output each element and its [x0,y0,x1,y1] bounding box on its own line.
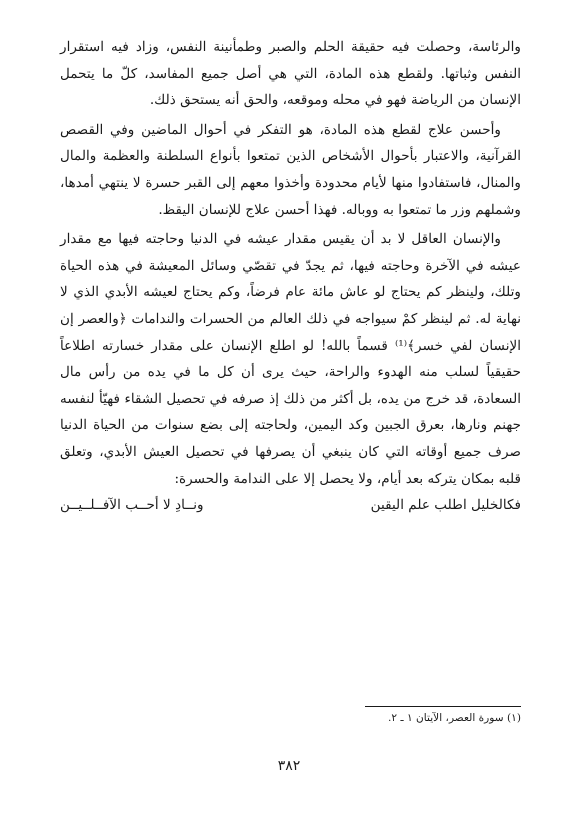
paragraph-2: وأحسن علاج لقطع هذه المادة، هو التفكر في أحوال الماضين وفي القصص القرآنية، والاعتبار بأحوال الأشخاص الذين تمتعوا بأنواع السلطنة والعظمة والمال والمنال، فاستفادوا منها لأيام محدودة وأخذوا معهم إلى القبر حسرة لا ينتهي أمدها، وشملهم وزر ما تمتعوا به ووباله. فهذا أحسن علاج للإنسان اليقظ. [60,121,521,218]
page-number: ٣٨٢ [277,758,301,774]
paragraph-1: والرئاسة، وحصلت فيه حقيقة الحلم والصبر وطمأنينة النفس، وزاد فيه استقرار النفس وثباتها. ولقطع هذه المادة، التي هي أصل جميع المفاسد، كلّ ما يتحمل الإنسان من الرياضة فهو في محله وموقعه، والحق أنه يستحق ذلك. [60,39,521,109]
body-text [60,34,521,518]
verse-line [60,492,521,518]
verse-left-hemistich: ونــادِ لا أحــب الآفــلــيــن [60,497,204,514]
verse-right-hemistich: فكالخليل اطلب علم اليقين [370,497,521,514]
footnote: (١) سورة العصر، الآيتان ١ ـ ٢. [388,712,521,724]
footnote-separator [365,706,521,707]
paragraph-3: والإنسان العاقل لا بد أن يقيس مقدار عيشه في الدنيا وحاجته فيها مع مقدار عيشه في الآخرة وحاجته فيها، ثم يجدّ في تقصّي وسائل المعيشة في هذه الحياة وتلك، ولينظر كم يحتاج لو عاش مائة عام فرضاً، وكم يحتاج لعيشه الأبدي الذي لا نهاية له. ثم لينظر كمْ سيواجه في ذلك العالم من الحسرات والندامات ﴿والعصر إن الإنسان لفي خسر﴾⁽¹⁾ قسماً بالله! لو اطلع الإنسان على مقدار خسارته اطلاعاً حقيقياً لسلب منه الهدوء والراحة، حيث يرى أن كل ما في يده من رأس مال السعادة، قد خرج من يده، بل أكثر من ذلك إذ صرفه في تحصيل الشقاء فهيّأ لنفسه جهنم ونارها، بعرق الجبين وكد اليمين، ولحاجته إلى بضع سنوات من الحياة الدنيا صرف جميع أوقاته التي كان ينبغي أن يصرفها في تحصيل العيش الأبدي، وتعلق قلبه بمكان يتركه بعد أيام، ولا يحصل إلا على الندامة والحسرة: [60,231,522,487]
